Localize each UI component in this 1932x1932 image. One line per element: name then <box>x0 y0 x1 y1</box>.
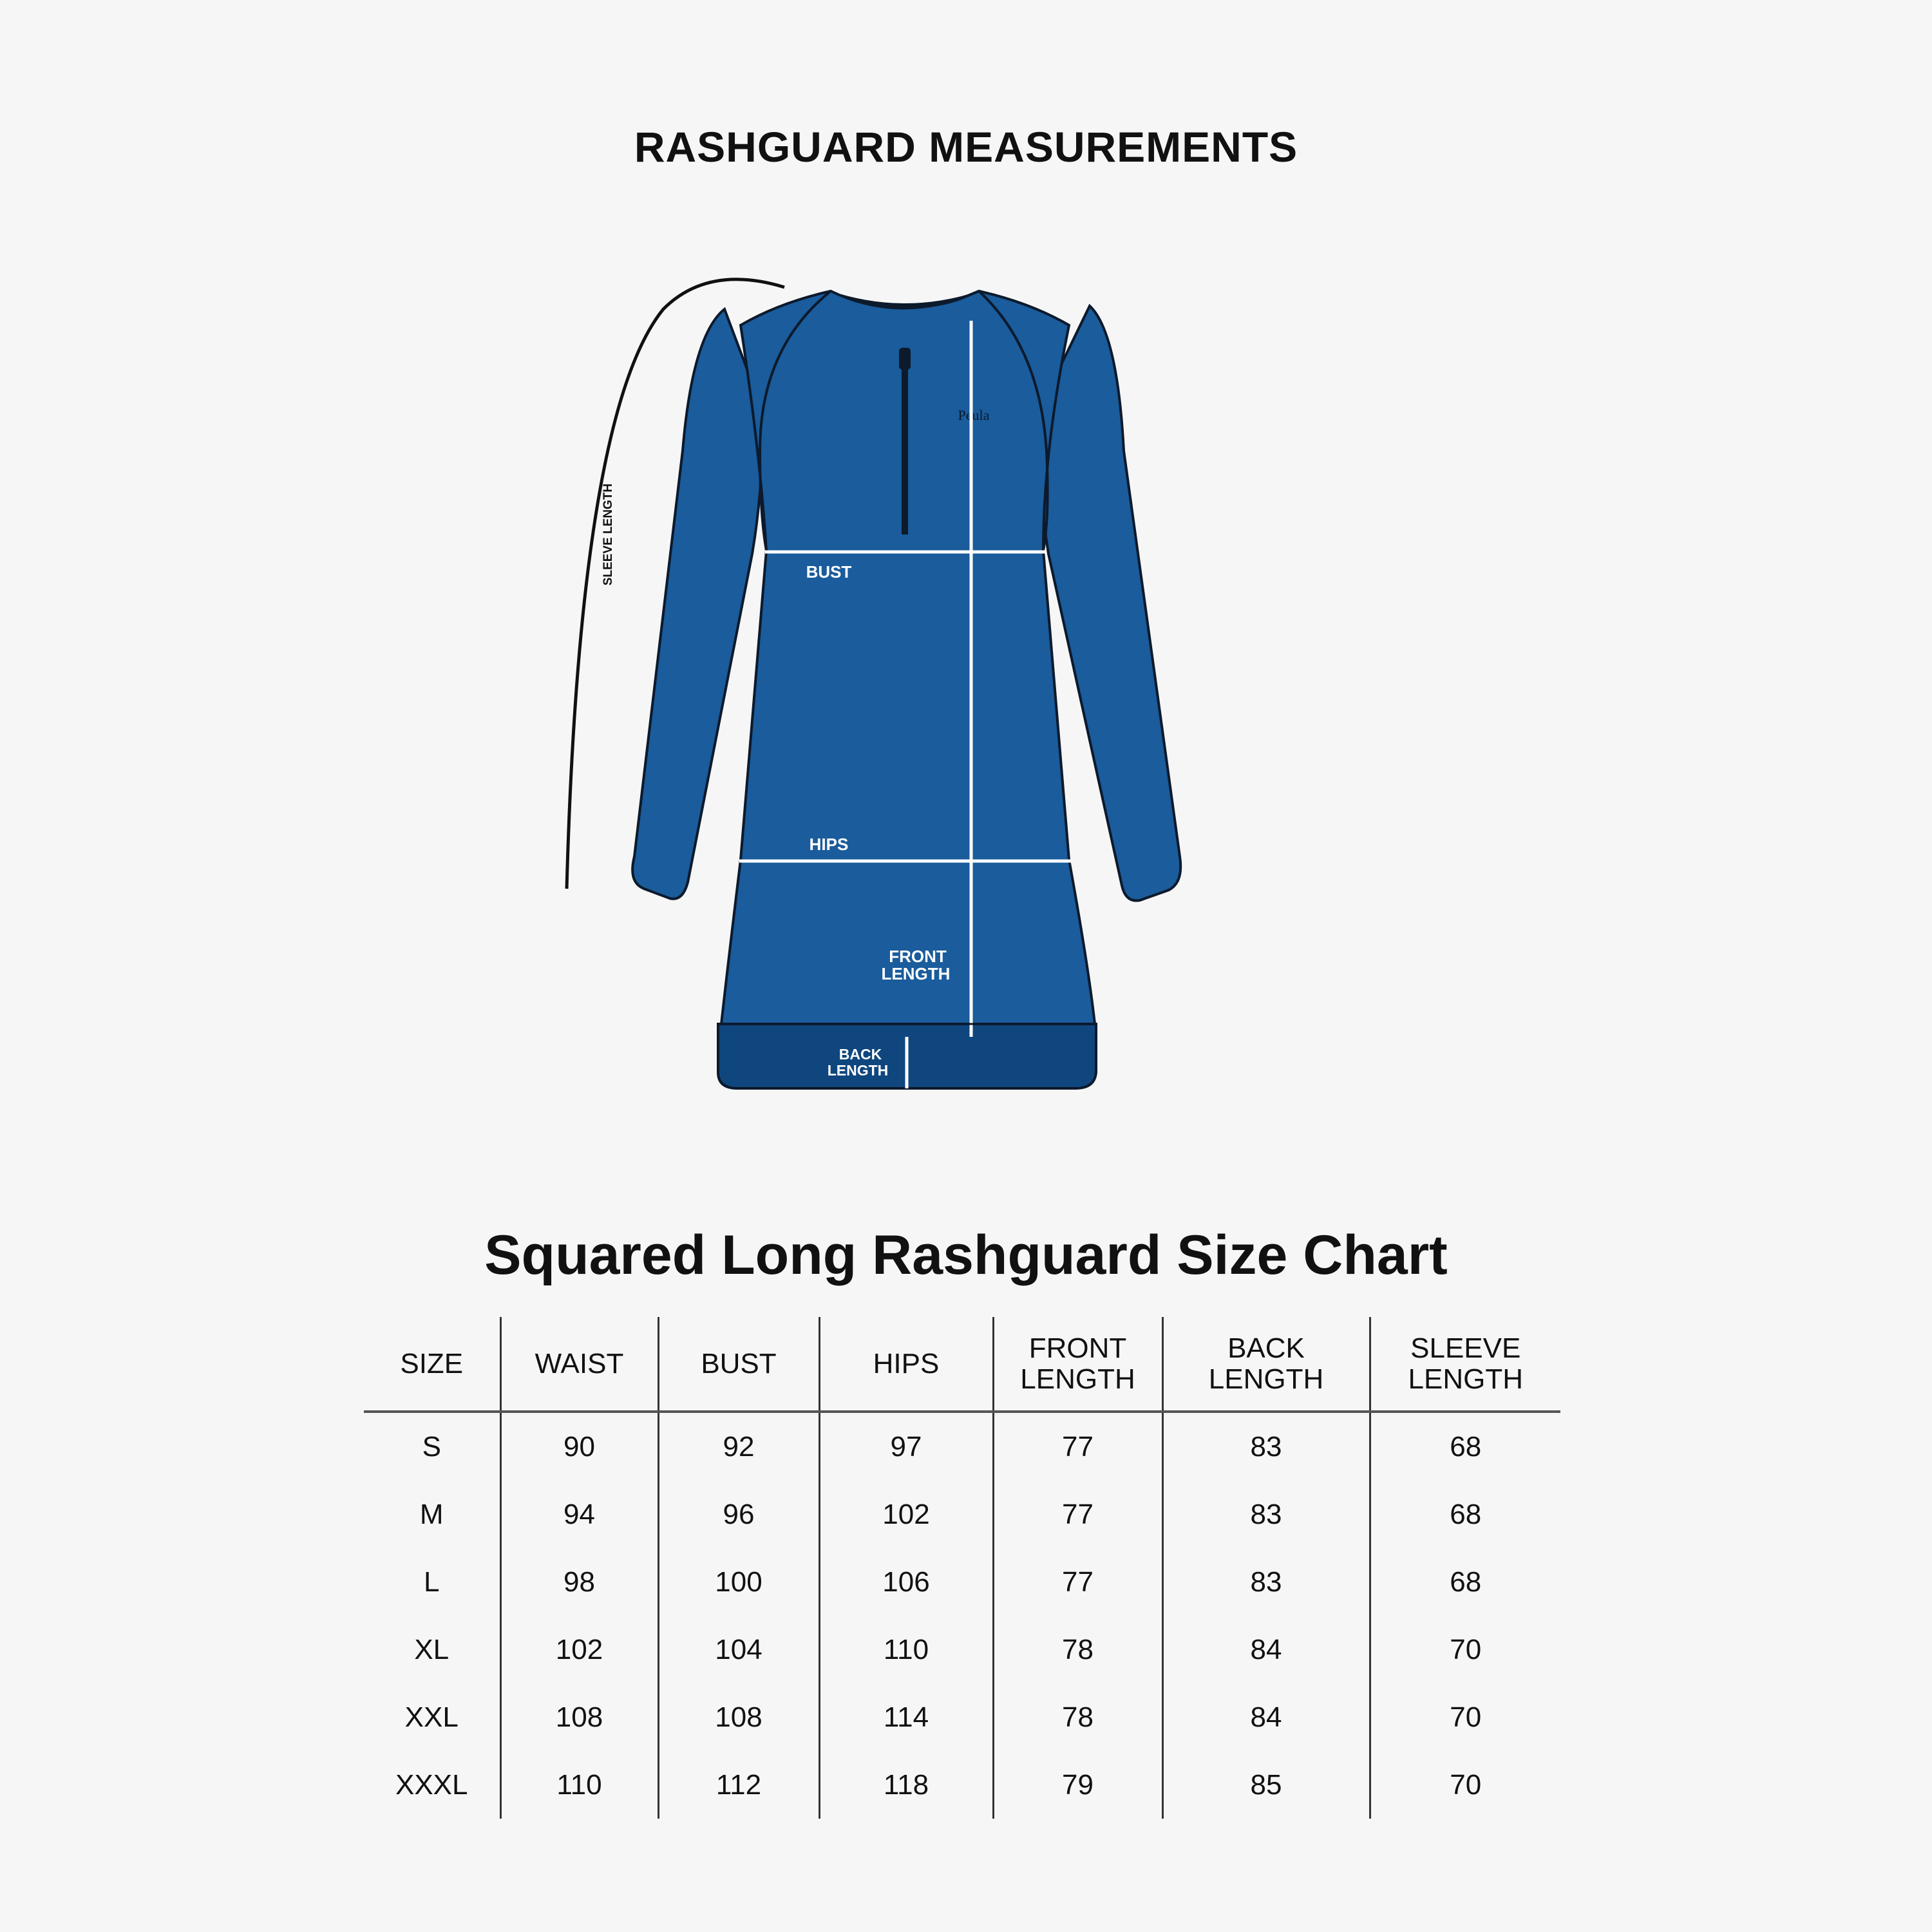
cell-sleeve-length: 68 <box>1370 1412 1560 1481</box>
sleeve-length-label: SLEEVE LENGTH <box>601 483 615 586</box>
cell-sleeve-length: 68 <box>1370 1548 1560 1616</box>
cell-sleeve-length: 70 <box>1370 1751 1560 1819</box>
cell-hips: 106 <box>819 1548 993 1616</box>
cell-bust: 100 <box>658 1548 819 1616</box>
cell-front-length: 77 <box>993 1412 1162 1481</box>
back-length-label-2: LENGTH <box>827 1062 889 1079</box>
bust-label: BUST <box>806 562 852 582</box>
table-row <box>364 1616 1560 1683</box>
cell-hips: 102 <box>819 1481 993 1548</box>
header-hips: HIPS <box>819 1317 993 1412</box>
cell-back-length: 84 <box>1162 1616 1370 1683</box>
back-length-label-1: BACK <box>838 1046 882 1063</box>
cell-waist: 90 <box>500 1412 658 1481</box>
size-chart-header-row <box>364 1317 1560 1412</box>
table-row <box>364 1481 1560 1548</box>
table-row <box>364 1548 1560 1616</box>
front-length-label-2: LENGTH <box>881 964 951 983</box>
table-row <box>364 1683 1560 1751</box>
header-waist: WAIST <box>500 1317 658 1412</box>
cell-sleeve-length: 68 <box>1370 1481 1560 1548</box>
cell-front-length: 79 <box>993 1751 1162 1819</box>
cell-bust: 104 <box>658 1616 819 1683</box>
header-sleeve-length: SLEEVE LENGTH <box>1370 1317 1560 1412</box>
cell-bust: 108 <box>658 1683 819 1751</box>
cell-back-length: 85 <box>1162 1751 1370 1819</box>
cell-front-length: 77 <box>993 1548 1162 1616</box>
cell-size: S <box>422 1430 441 1463</box>
header-back-length: BACK LENGTH <box>1162 1317 1370 1412</box>
brand-logo: Peula <box>958 407 990 423</box>
cell-hips: 97 <box>819 1412 993 1481</box>
cell-waist: 110 <box>500 1751 658 1819</box>
cell-waist: 108 <box>500 1683 658 1751</box>
header-size: SIZE <box>364 1317 500 1412</box>
table-row <box>364 1412 1560 1481</box>
cell-bust: 112 <box>658 1751 819 1819</box>
header-bust: BUST <box>658 1317 819 1412</box>
front-length-label-1: FRONT <box>889 947 947 966</box>
cell-waist: 94 <box>500 1481 658 1548</box>
cell-front-length: 78 <box>993 1683 1162 1751</box>
cell-hips: 118 <box>819 1751 993 1819</box>
cell-size: XXXL <box>395 1768 468 1801</box>
cell-size: M <box>419 1498 444 1530</box>
cell-bust: 96 <box>658 1481 819 1548</box>
cell-back-length: 84 <box>1162 1683 1370 1751</box>
cell-size: XXL <box>404 1701 459 1733</box>
cell-front-length: 77 <box>993 1481 1162 1548</box>
size-chart-table <box>364 1317 1560 1819</box>
cell-sleeve-length: 70 <box>1370 1683 1560 1751</box>
cell-waist: 98 <box>500 1548 658 1616</box>
cell-back-length: 83 <box>1162 1548 1370 1616</box>
diagram-title: RASHGUARD MEASUREMENTS <box>634 123 1298 171</box>
table-row <box>364 1751 1560 1819</box>
cell-front-length: 78 <box>993 1616 1162 1683</box>
cell-waist: 102 <box>500 1616 658 1683</box>
cell-size: XL <box>414 1633 450 1665</box>
cell-size: L <box>424 1566 440 1598</box>
cell-back-length: 83 <box>1162 1412 1370 1481</box>
cell-bust: 92 <box>658 1412 819 1481</box>
zipper-pull <box>899 348 911 370</box>
cell-hips: 114 <box>819 1683 993 1751</box>
hips-label: HIPS <box>809 835 849 854</box>
cell-sleeve-length: 70 <box>1370 1616 1560 1683</box>
cell-hips: 110 <box>819 1616 993 1683</box>
cell-back-length: 83 <box>1162 1481 1370 1548</box>
size-chart-title: Squared Long Rashguard Size Chart <box>484 1224 1448 1286</box>
header-front-length: FRONT LENGTH <box>993 1317 1162 1412</box>
